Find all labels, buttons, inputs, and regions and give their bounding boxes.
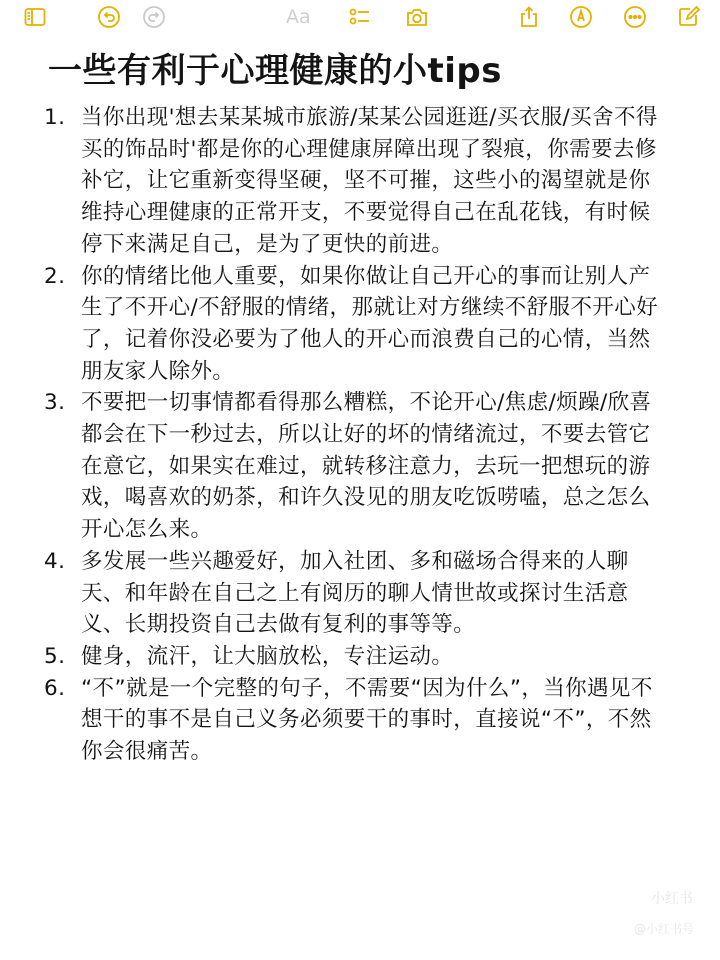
list-item-number: 4.	[44, 548, 66, 574]
list-item[interactable]	[44, 641, 670, 673]
list-item-number: 5.	[44, 643, 66, 669]
compose-icon[interactable]	[674, 2, 704, 32]
toolbar	[0, 0, 720, 34]
list-item-number: 6.	[44, 675, 66, 701]
list-item[interactable]	[44, 387, 670, 546]
list-item-text: 不要把一切事情都看得那么糟糕，不论开心/焦虑/烦躁/欣喜都会在下一秒过去，所以让好的坏的情绪流过，不要去管它在意它，如果实在难过，就转移注意力，去玩一把想玩的游戏，喝喜欢的奶茶，和许久没见的朋友吃饭唠嗑，总之怎么开心怎么来。	[81, 390, 652, 543]
watermark-logo: 小红书	[651, 891, 693, 907]
list-item-text: 当你出现'想去某某城市旅游/某某公园逛逛/买衣服/买舍不得买的饰品时'都是你的心理健康屏障出现了裂痕，你需要去修补它，让它重新变得坚硬，坚不可摧，这些小的渴望就是你维持心理健康的正常开支，不要觉得自己在乱花钱，有时候停下来满足自己，是为了更快的前进。	[81, 105, 658, 257]
sidebar-icon[interactable]	[20, 2, 50, 32]
watermark-handle: @小红书号	[633, 922, 694, 936]
note-body[interactable]	[44, 102, 670, 768]
checklist-icon[interactable]	[345, 2, 375, 32]
markup-pen-icon[interactable]	[566, 2, 596, 32]
list-item-number: 1.	[44, 105, 66, 130]
redo-icon[interactable]	[139, 2, 169, 32]
list-item[interactable]	[44, 102, 670, 261]
list-item-text: 你的情绪比他人重要，如果你做让自己开心的事而让别人产生了不开心/不舒服的情绪，那就让对方继续不舒服不开心好了，记着你没必要为了他人的开心而浪费自己的心情，当然朋友家人除外。	[81, 263, 659, 384]
list-item-text: 健身，流汗，让大脑放松，专注运动。	[81, 643, 454, 669]
format-text-button[interactable]: Aa	[286, 6, 311, 28]
list-item[interactable]	[44, 673, 670, 768]
note-title[interactable]: 一些有利于心理健康的小tips	[48, 51, 502, 91]
camera-icon[interactable]	[402, 2, 432, 32]
list-item-text: “不”就是一个完整的句子，不需要“因为什么”，当你遇见不想干的事不是自己义务必须要干的事时，直接说“不”，不然你会很痛苦。	[81, 675, 653, 765]
list-item[interactable]	[44, 546, 670, 641]
more-icon[interactable]	[620, 2, 650, 32]
list-item-number: 2.	[44, 263, 66, 289]
undo-icon[interactable]	[94, 2, 124, 32]
share-icon[interactable]	[514, 2, 544, 32]
list-item-text: 多发展一些兴趣爱好，加入社团、多和磁场合得来的人聊天、和年龄在自己之上有阅历的聊人情世故或探讨生活意义、长期投资自己去做有复利的事等等。	[81, 548, 629, 638]
list-item[interactable]	[44, 261, 670, 388]
list-item-number: 3.	[44, 390, 66, 416]
